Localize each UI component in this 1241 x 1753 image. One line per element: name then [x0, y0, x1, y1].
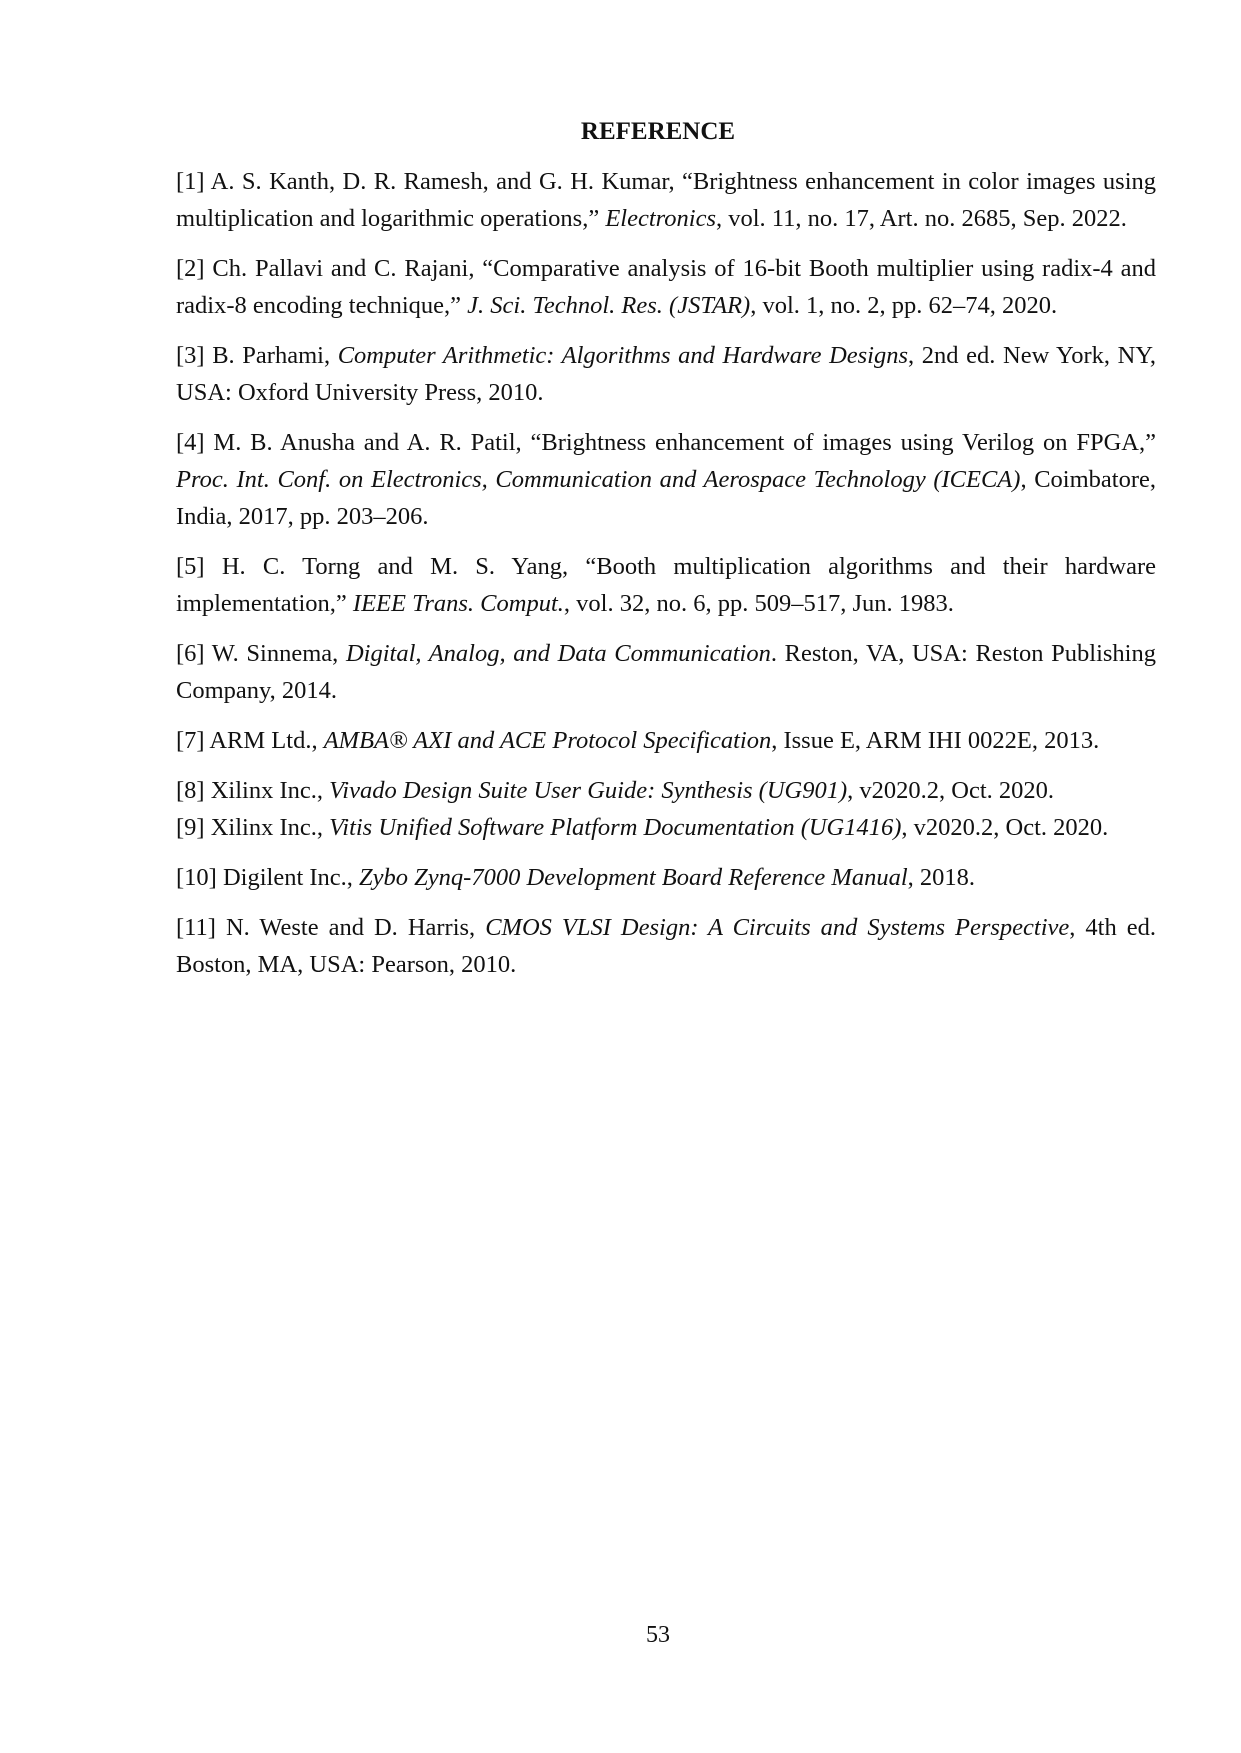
ref-number: [4] [176, 429, 205, 456]
reference-list [176, 163, 1156, 996]
reference-item-3 [176, 337, 1156, 411]
reference-item-4 [176, 424, 1156, 535]
ref-number: [1] [176, 168, 205, 195]
ref-source-title: J. Sci. Technol. Res. (JSTAR) [467, 292, 751, 319]
ref-source-title: IEEE Trans. Comput. [352, 590, 564, 617]
ref-text: A. S. Kanth, D. R. Ramesh, and G. H. Kumar, “Brightness enhancement in color images using multiplication and logarithmic operations,” [176, 168, 1156, 232]
ref-text: B. Parhami, [204, 342, 338, 369]
ref-source-title: CMOS VLSI Design: A Circuits and Systems Perspective [485, 914, 1070, 941]
ref-source-title: Vivado Design Suite User Guide: Synthesis (UG901) [329, 777, 848, 804]
ref-number: [3] [176, 342, 205, 369]
reference-item-6 [176, 635, 1156, 709]
ref-details: , 2018. [907, 864, 976, 891]
ref-source-title: Electronics [605, 205, 716, 232]
ref-number: [8] [176, 777, 205, 804]
ref-source-title: Proc. Int. Conf. on Electronics, Communication and Aerospace Technology (ICECA) [176, 466, 1021, 493]
ref-details: , Coimbatore, India, 2017, pp. 203–206. [176, 466, 1156, 530]
ref-details: , v2020.2, Oct. 2020. [847, 777, 1055, 804]
reference-item-10 [176, 859, 1156, 896]
ref-details: , vol. 1, no. 2, pp. 62–74, 2020. [750, 292, 1058, 319]
reference-item-9 [176, 809, 1156, 846]
ref-number: [9] [176, 814, 205, 841]
reference-item-5 [176, 548, 1156, 622]
ref-text: Xilinx Inc., [204, 777, 330, 804]
ref-source-title: AMBA® AXI and ACE Protocol Specification [323, 727, 772, 754]
page-title: REFERENCE [580, 118, 736, 145]
ref-source-title: Digital, Analog, and Data Communication [345, 640, 771, 667]
reference-item-2 [176, 250, 1156, 324]
page-number: 53 [646, 1622, 670, 1648]
ref-text: N. Weste and D. Harris, [215, 914, 486, 941]
reference-item-1 [176, 163, 1156, 237]
ref-text: Ch. Pallavi and C. Rajani, “Comparative analysis of 16-bit Booth multiplier using radix-4 and radix-8 encoding technique,” [176, 255, 1156, 319]
ref-details: , Issue E, ARM IHI 0022E, 2013. [771, 727, 1100, 754]
ref-number: [6] [176, 640, 205, 667]
ref-number: [7] [176, 727, 205, 754]
ref-details: , 4th ed. Boston, MA, USA: Pearson, 2010. [176, 914, 1156, 978]
ref-text: W. Sinnema, [204, 640, 346, 667]
ref-text: Xilinx Inc., [204, 814, 330, 841]
ref-text: H. C. Torng and M. S. Yang, “Booth multiplication algorithms and their hardware implementation,” [176, 553, 1156, 617]
ref-details: , v2020.2, Oct. 2020. [901, 814, 1109, 841]
ref-number: [11] [176, 914, 216, 941]
ref-details: , 2nd ed. New York, NY, USA: Oxford University Press, 2010. [176, 342, 1156, 406]
ref-source-title: Computer Arithmetic: Algorithms and Hardware Designs [337, 342, 909, 369]
ref-text: ARM Ltd., [204, 727, 324, 754]
reference-item-11 [176, 909, 1156, 983]
ref-text: M. B. Anusha and A. R. Patil, “Brightness enhancement of images using Verilog on FPGA,” [204, 429, 1156, 456]
ref-number: [2] [176, 255, 205, 282]
reference-item-8 [176, 772, 1156, 809]
ref-source-title: Vitis Unified Software Platform Documentation (UG1416) [329, 814, 902, 841]
ref-source-title: Zybo Zynq-7000 Development Board Reference Manual [359, 864, 908, 891]
ref-details: , vol. 11, no. 17, Art. no. 2685, Sep. 2022. [716, 205, 1127, 232]
ref-number: [10] [176, 864, 217, 891]
ref-details: , vol. 32, no. 6, pp. 509–517, Jun. 1983. [563, 590, 954, 617]
ref-number: [5] [176, 553, 205, 580]
reference-item-7 [176, 722, 1156, 759]
ref-details: . Reston, VA, USA: Reston Publishing Company, 2014. [176, 640, 1156, 704]
ref-text: Digilent Inc., [216, 864, 360, 891]
